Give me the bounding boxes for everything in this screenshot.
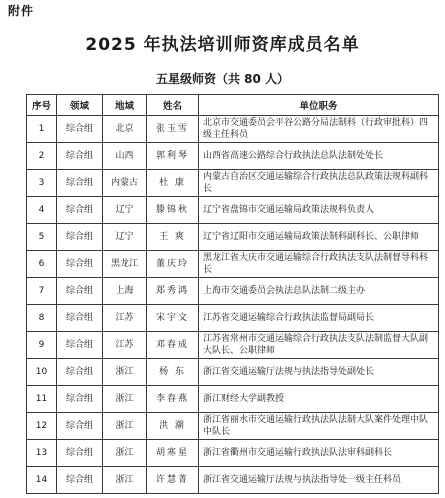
- cell-field: 综合组: [57, 116, 103, 143]
- cell-field: 综合组: [57, 359, 103, 386]
- cell-field: 综合组: [57, 170, 103, 197]
- cell-name: 董庆玲: [147, 251, 199, 278]
- table-row: [27, 305, 439, 332]
- table-row: [27, 278, 439, 305]
- cell-region: 江苏: [103, 332, 147, 359]
- cell-name: 宋宇文: [147, 305, 199, 332]
- table-row: [27, 197, 439, 224]
- cell-duty: 辽宁省辽阳市交通运输局政策法制科副科长、公职律师: [199, 224, 439, 251]
- table-row: [27, 386, 439, 413]
- cell-duty: 浙江财经大学副教授: [199, 386, 439, 413]
- table-row: [27, 440, 439, 467]
- cell-duty: 上海市交通委员会执法总队法制二级主办: [199, 278, 439, 305]
- cell-region: 北京: [103, 116, 147, 143]
- cell-name: 许慧菁: [147, 467, 199, 494]
- cell-field: 综合组: [57, 467, 103, 494]
- cell-field: 综合组: [57, 143, 103, 170]
- cell-no: 14: [27, 467, 57, 494]
- cell-region: 江苏: [103, 305, 147, 332]
- table-row: [27, 467, 439, 494]
- cell-no: 3: [27, 170, 57, 197]
- cell-name: 郑秀鸿: [147, 278, 199, 305]
- document-title: 2025 年执法培训师资库成员名单: [85, 35, 360, 55]
- cell-region: 内蒙古: [103, 170, 147, 197]
- cell-no: 9: [27, 332, 57, 359]
- cell-name: 李春燕: [147, 386, 199, 413]
- cell-no: 10: [27, 359, 57, 386]
- cell-name: 郭利琴: [147, 143, 199, 170]
- cell-no: 5: [27, 224, 57, 251]
- cell-region: 浙江: [103, 359, 147, 386]
- document-subtitle: 五星级师资（共 80 人）: [155, 72, 290, 86]
- cell-no: 6: [27, 251, 57, 278]
- cell-duty: 辽宁省盘锦市交通运输局政策法规科负责人: [199, 197, 439, 224]
- cell-duty: 浙江省丽水市交通运输行政执法队法制大队案件处理中队中队长: [199, 413, 439, 440]
- cell-field: 综合组: [57, 224, 103, 251]
- cell-no: 7: [27, 278, 57, 305]
- cell-region: 黑龙江: [103, 251, 147, 278]
- cell-name: 王 爽: [147, 224, 199, 251]
- cell-duty: 浙江省交通运输厅法规与执法指导处副处长: [199, 359, 439, 386]
- column-header-no: 序号: [27, 95, 57, 116]
- cell-duty: 浙江省衢州市交通运输行政执法队法审科副科长: [199, 440, 439, 467]
- roster-table-body: [27, 116, 439, 494]
- column-header-duty: 单位职务: [199, 95, 439, 116]
- table-header-row: [27, 95, 439, 116]
- cell-duty: 浙江省交通运输厅法规与执法指导处一级主任科员: [199, 467, 439, 494]
- cell-region: 浙江: [103, 440, 147, 467]
- cell-region: 辽宁: [103, 224, 147, 251]
- cell-region: 上海: [103, 278, 147, 305]
- table-row: [27, 224, 439, 251]
- cell-field: 综合组: [57, 197, 103, 224]
- cell-region: 浙江: [103, 413, 147, 440]
- cell-no: 2: [27, 143, 57, 170]
- cell-field: 综合组: [57, 278, 103, 305]
- cell-field: 综合组: [57, 251, 103, 278]
- table-row: [27, 143, 439, 170]
- cell-field: 综合组: [57, 332, 103, 359]
- cell-name: 杨 东: [147, 359, 199, 386]
- cell-field: 综合组: [57, 386, 103, 413]
- cell-no: 13: [27, 440, 57, 467]
- cell-region: 浙江: [103, 467, 147, 494]
- cell-duty: 北京市交通委员会平谷公路分局法制科（行政审批科）四级主任科员: [199, 116, 439, 143]
- table-row: [27, 413, 439, 440]
- cell-name: 杜 康: [147, 170, 199, 197]
- cell-no: 4: [27, 197, 57, 224]
- cell-no: 8: [27, 305, 57, 332]
- cell-no: 12: [27, 413, 57, 440]
- cell-no: 1: [27, 116, 57, 143]
- cell-name: 胡寒星: [147, 440, 199, 467]
- table-row: [27, 359, 439, 386]
- cell-region: 山西: [103, 143, 147, 170]
- column-header-field: 领域: [57, 95, 103, 116]
- cell-duty: 黑龙江省大庆市交通运输综合行政执法支队法制督导科科长: [199, 251, 439, 278]
- cell-field: 综合组: [57, 440, 103, 467]
- column-header-name: 姓名: [147, 95, 199, 116]
- column-header-region: 地域: [103, 95, 147, 116]
- cell-name: 邓春成: [147, 332, 199, 359]
- cell-duty: 江苏省交通运输综合行政执法监督局副局长: [199, 305, 439, 332]
- cell-duty: 江苏省常州市交通运输综合行政执法支队法制监督大队副大队长、公职律师: [199, 332, 439, 359]
- roster-table: [26, 94, 439, 494]
- attachment-label: 附件: [8, 4, 35, 18]
- cell-field: 综合组: [57, 413, 103, 440]
- table-row: [27, 251, 439, 278]
- cell-name: 滕锦秋: [147, 197, 199, 224]
- cell-field: 综合组: [57, 305, 103, 332]
- table-row: [27, 332, 439, 359]
- cell-name: 张玉雪: [147, 116, 199, 143]
- table-row: [27, 116, 439, 143]
- cell-no: 11: [27, 386, 57, 413]
- cell-duty: 山西省高速公路综合行政执法总队法制处处长: [199, 143, 439, 170]
- cell-duty: 内蒙古自治区交通运输综合行政执法总队政策法规科副科长: [199, 170, 439, 197]
- table-row: [27, 170, 439, 197]
- cell-region: 浙江: [103, 386, 147, 413]
- cell-region: 辽宁: [103, 197, 147, 224]
- cell-name: 洪 潮: [147, 413, 199, 440]
